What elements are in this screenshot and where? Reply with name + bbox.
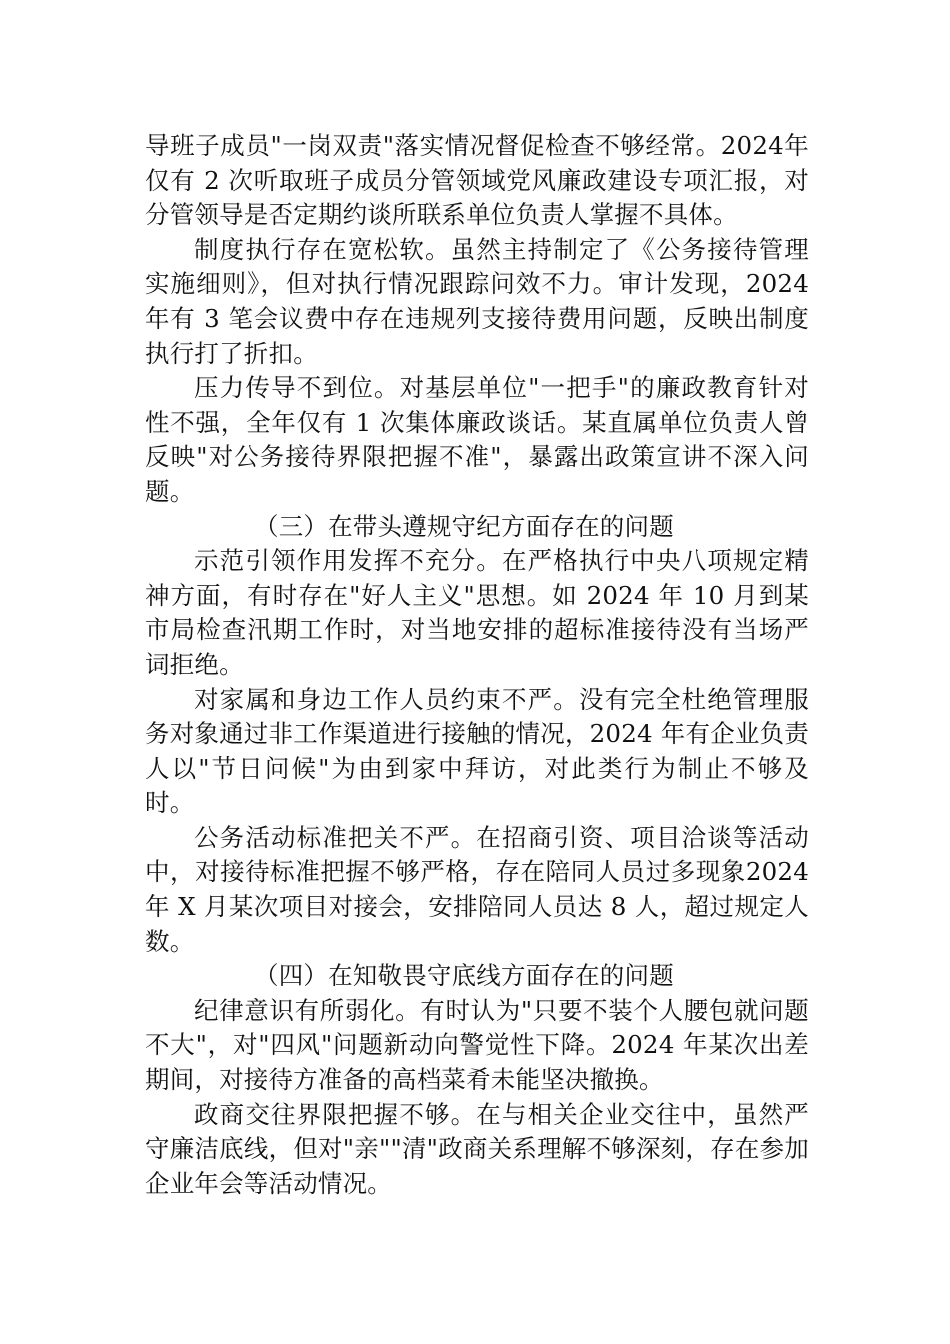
paragraph-business-relations: 政商交往界限把握不够。在与相关企业交往中，虽然严守廉洁底线，但对"亲""清"政商关系理解不够深刻，存在参加企业年会等活动情况。: [145, 1099, 809, 1198]
section-heading-4: （四）在知敬畏守底线方面存在的问题: [254, 961, 674, 991]
paragraph-discipline-awareness: 纪律意识有所弱化。有时认为"只要不装个人腰包就问题不大"，对"四风"问题新动向警觉性下降。2024 年某次出差期间，对接待方准备的高档菜肴未能坚决撤换。: [145, 995, 809, 1095]
paragraph-exemplary-role: 示范引领作用发挥不充分。在严格执行中央八项规定精神方面，有时存在"好人主义"思想。如 2024 年 10 月到某市局检查汛期工作时，对当地安排的超标准接待没有当场严词拒绝。: [145, 546, 809, 679]
document-body: [145, 129, 809, 1201]
paragraph-official-standards: 公务活动标准把关不严。在招商引资、项目洽谈等活动中，对接待标准把握不够严格，存在陪同人员过多现象2024 年 X 月某次项目对接会，安排陪同人员达 8 人，超过规定人数。: [145, 822, 809, 956]
paragraph-continuation: 导班子成员"一岗双责"落实情况督促检查不够经常。2024年仅有 2 次听取班子成员分管领域党风廉政建设专项汇报，对分管领导是否定期约谈所联系单位负责人掌握不具体。: [145, 131, 809, 230]
section-heading-3: （三）在带头遵规守纪方面存在的问题: [254, 511, 674, 541]
paragraph-institution-execution: 制度执行存在宽松软。虽然主持制定了《公务接待管理实施细则》，但对执行情况跟踪问效不力。审计发现，2024 年有 3 笔会议费中存在违规列支接待费用问题，反映出制度执行打了折扣。: [145, 234, 809, 368]
paragraph-pressure-transmission: 压力传导不到位。对基层单位"一把手"的廉政教育针对性不强，全年仅有 1 次集体廉政谈话。某直属单位负责人曾反映"对公务接待界限把握不准"，暴露出政策宣讲不深入问题。: [145, 373, 809, 506]
paragraph-family-constraint: 对家属和身边工作人员约束不严。没有完全杜绝管理服务对象通过非工作渠道进行接触的情况，2024 年有企业负责人以"节日问候"为由到家中拜访，对此类行为制止不够及时。: [145, 684, 809, 818]
